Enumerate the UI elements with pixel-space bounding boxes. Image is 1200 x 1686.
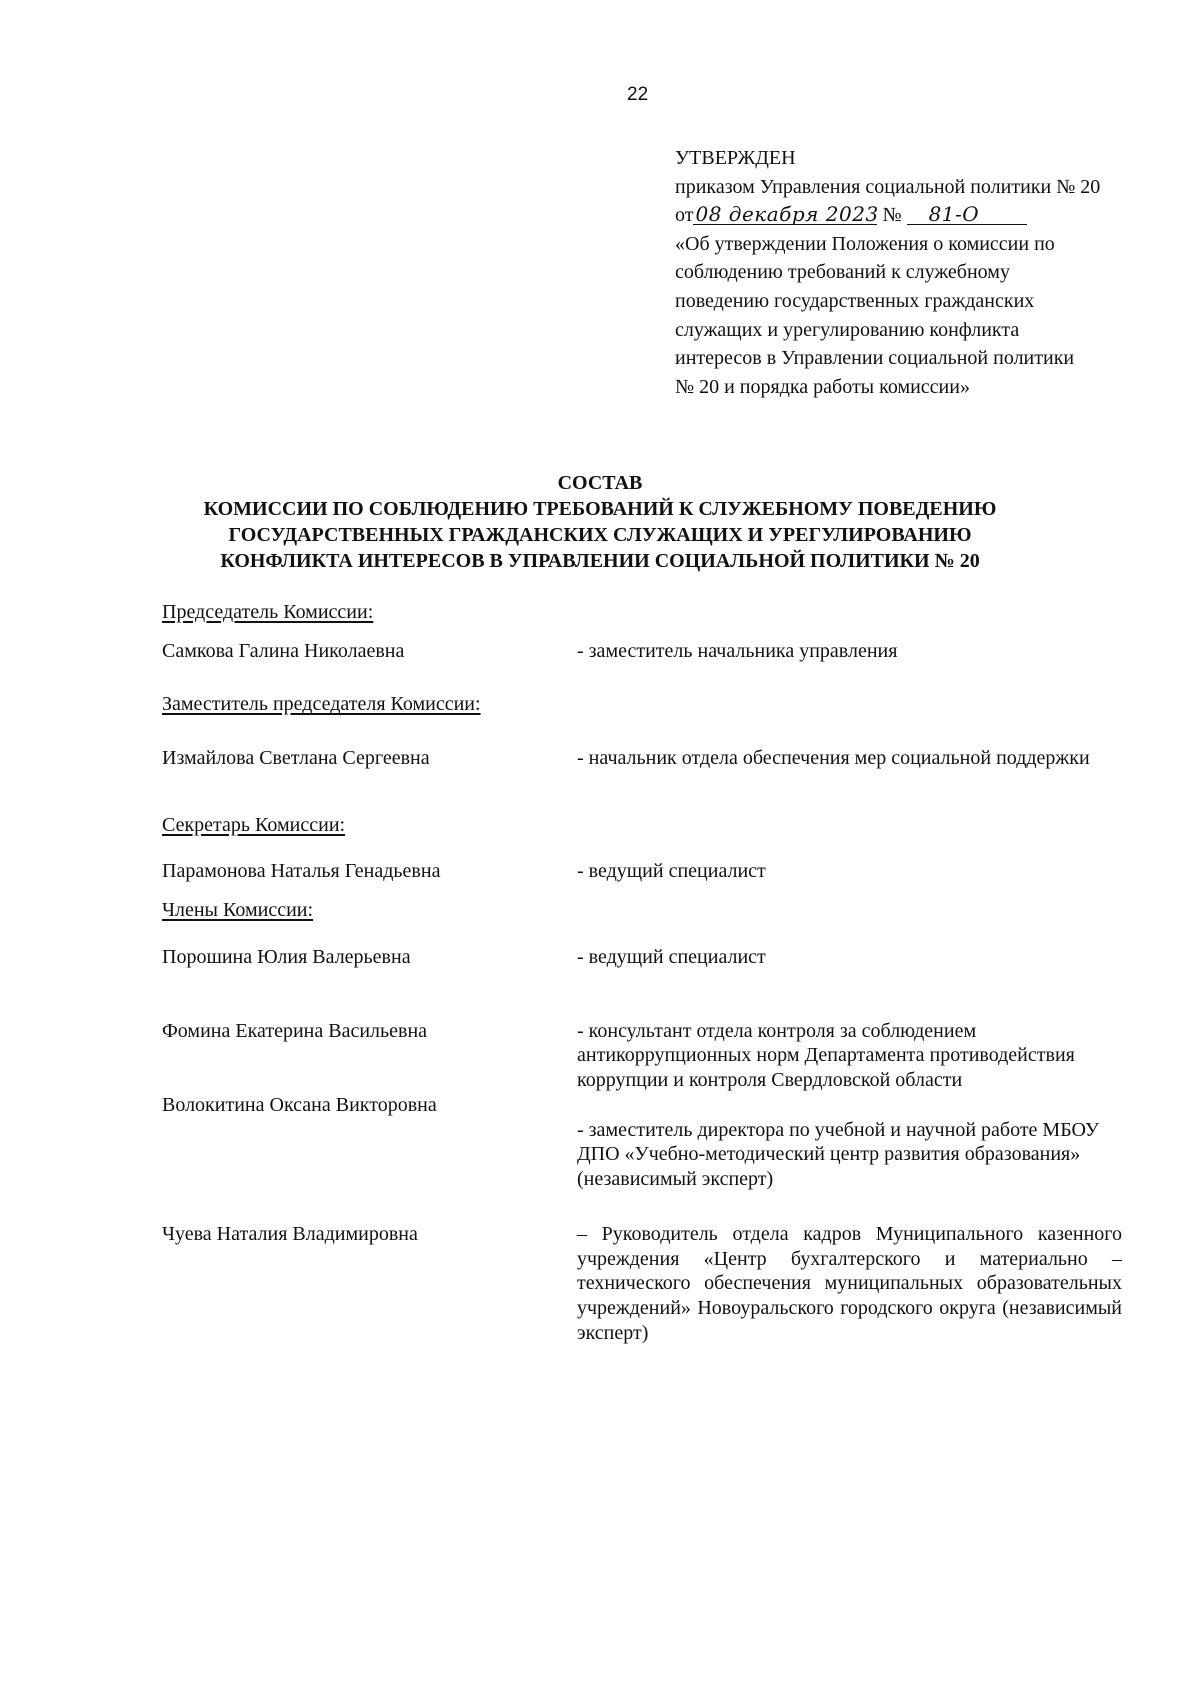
member-row [162, 945, 1122, 970]
member-row [162, 1222, 1122, 1346]
member-row-deputy [162, 746, 1122, 771]
member-position: – Руководитель отдела кадров Муниципального казенного учреждения «Центр бухгалтерского и материально – технического обеспечения муниципальных образовательных учреждений» Новоуральского городского округа (независимый эксперт) [577, 1222, 1122, 1344]
deputy-heading: Заместитель председателя Комиссии: [162, 693, 481, 716]
member-name: Самкова Галина Николаевна [162, 639, 405, 662]
approval-heading: УТВЕРЖДЕН [675, 147, 796, 169]
member-name: Измайлова Светлана Сергеевна [162, 747, 430, 770]
members-heading: Члены Комиссии: [162, 899, 314, 922]
member-name: Волокитина Оксана Викторовна [162, 1093, 437, 1116]
approval-subject-line: интересов в Управлении социальной политики [675, 347, 1075, 370]
member-position: - ведущий специалист [577, 859, 766, 882]
member-row [162, 1093, 1122, 1192]
approval-subject-line: поведению государственных гражданских [675, 289, 1035, 312]
approval-stamp-block [675, 144, 1195, 401]
number-label: № [882, 204, 902, 227]
member-name: Парамонова Наталья Генадьевна [162, 859, 441, 882]
member-name: Чуева Наталия Владимировна [162, 1222, 418, 1245]
approval-order-line: приказом Управления социальной политики № 20 [675, 175, 1101, 198]
approval-subject-line: № 20 и порядка работы комиссии» [675, 375, 970, 398]
commission-roster [162, 600, 1122, 1345]
title-line: ГОСУДАРСТВЕННЫХ ГРАЖДАНСКИХ СЛУЖАЩИХ И УРЕГУЛИРОВАНИЮ [228, 524, 972, 546]
title-line: КОНФЛИКТА ИНТЕРЕСОВ В УПРАВЛЕНИИ СОЦИАЛЬНОЙ ПОЛИТИКИ № 20 [220, 550, 980, 572]
member-position: - начальник отдела обеспечения мер социальной поддержки [577, 747, 1090, 770]
member-position: - заместитель начальника управления [577, 639, 898, 662]
member-row-secretary [162, 859, 1122, 884]
page-number: 22 [627, 84, 649, 105]
approval-subject-line: служащих и урегулированию конфликта [675, 318, 1020, 341]
approval-subject-line: «Об утверждении Положения о комиссии по [675, 232, 1055, 255]
title-line: СОСТАВ [557, 472, 643, 494]
chair-heading: Председатель Комиссии: [162, 601, 374, 623]
member-row-chair [162, 639, 1122, 664]
member-position: - консультант отдела контроля за соблюдением антикоррупционных норм Департамента противодействия коррупции и контроля Свердловской области [577, 1019, 1075, 1092]
document-title [120, 470, 1080, 574]
handwritten-order-number: 81-О [907, 204, 1027, 225]
member-name: Фомина Екатерина Васильевна [162, 1019, 428, 1042]
member-name: Порошина Юлия Валерьевна [162, 945, 411, 968]
secretary-heading: Секретарь Комиссии: [162, 813, 346, 836]
approval-date-number-line [675, 201, 1195, 230]
member-position: - заместитель директора по учебной и научной работе МБОУ ДПО «Учебно-методический центр развития образования» (независимый эксперт) [577, 1118, 1100, 1191]
handwritten-date: 08 декабря 2023 [695, 202, 879, 227]
member-row [162, 1019, 1122, 1093]
approval-subject-line: соблюдению требований к служебному [675, 261, 1010, 284]
member-position: - ведущий специалист [577, 945, 766, 968]
from-prefix: от [675, 204, 694, 227]
title-line: КОМИССИИ ПО СОБЛЮДЕНИЮ ТРЕБОВАНИЙ К СЛУЖЕБНОМУ ПОВЕДЕНИЮ [203, 498, 997, 520]
